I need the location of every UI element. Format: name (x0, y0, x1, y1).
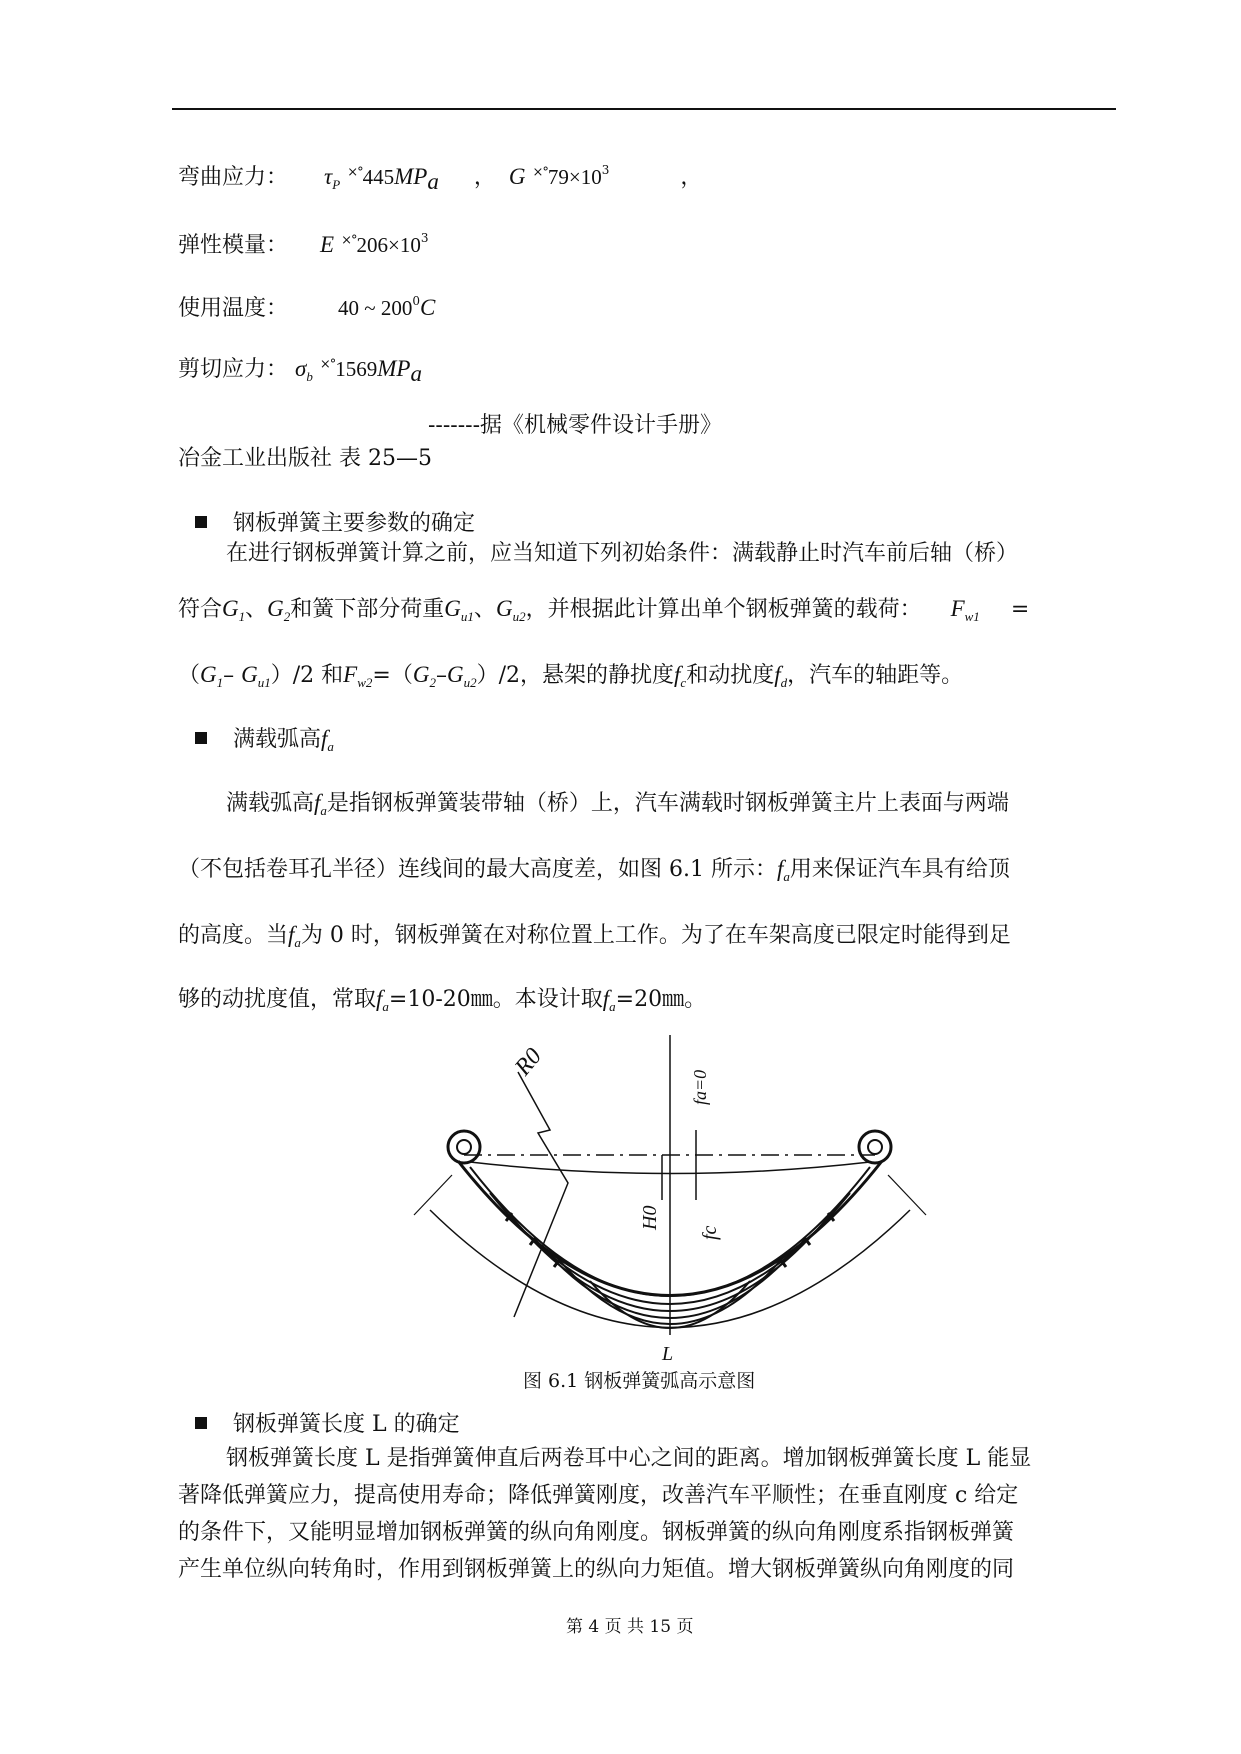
right-eye-hole (868, 1140, 882, 1154)
fa-symbol: $f_a$ (376, 986, 389, 1014)
fa-symbol: $f_a$ (776, 856, 790, 884)
radius-label: R0 (510, 1043, 548, 1081)
text-run: （ (178, 663, 201, 688)
e-value: 206×10 (356, 233, 421, 257)
shear-stress-label: 剪切应力： (178, 357, 289, 382)
length-label: L (662, 1343, 674, 1365)
approx-icon: ×° (532, 165, 548, 180)
section1-line-1: 在进行钢板弹簧计算之前，应当知道下列初始条件：满载静止时汽车前后轴（桥） (226, 541, 1019, 566)
fa-symbol: $f_a$ (314, 790, 327, 818)
text-run: – (435, 663, 447, 688)
elastic-modulus-label: 弹性模量： (178, 233, 289, 258)
e-symbol: E (320, 232, 335, 257)
section1-line-3 (178, 658, 963, 691)
text-run: 符合 (178, 597, 223, 622)
text-run: 、 (245, 597, 268, 622)
text-run: =10-20㎜。本设计取 (388, 987, 603, 1012)
text-run: （不包括卷耳孔半径）连线间的最大高度差，如图 6.1 所示： (178, 857, 777, 882)
sigma-symbol: $\sigma_b$ (295, 356, 313, 384)
g-exp: 3 (601, 163, 610, 177)
temp-exp: 0 (412, 294, 421, 308)
e-exp: 3 (420, 231, 429, 245)
text-run: 是指钢板弹簧装带轴（桥）上，汽车满载时钢板弹簧主片上表面与两端 (326, 791, 1009, 816)
right-eye-icon (859, 1131, 891, 1163)
header-rule (172, 108, 1116, 110)
section2-line-3 (178, 918, 1011, 951)
temp-value: 40 ~ 200 (338, 296, 413, 320)
shear-stress-line (178, 352, 422, 387)
square-bullet-icon (195, 732, 207, 744)
square-bullet-icon (195, 516, 207, 528)
section2-line-1 (226, 786, 1009, 819)
section3-line-2: 著降低弹簧应力，提高使用寿命；降低弹簧刚度，改善汽车平顺性；在垂直刚度 c 给定 (178, 1483, 1019, 1508)
text-run: 为 0 时，钢板弹簧在对称位置上工作。为了在车架高度已限定时能得到足 (300, 923, 1011, 948)
g-symbol: G (508, 164, 526, 189)
left-eye-hole (457, 1140, 471, 1154)
section3-line-4: 产生单位纵向转角时，作用到钢板弹簧上的纵向力矩值。增大钢板弹簧纵向角刚度的同 (178, 1557, 1015, 1582)
text-run: ，并根据此计算出单个钢板弹簧的载荷： (525, 597, 922, 622)
approx-icon: ×° (347, 165, 363, 180)
section-heading-text: 满载弧高 (233, 727, 322, 752)
h0-label: H0 (639, 1205, 661, 1230)
section1-line-2 (178, 592, 1029, 625)
length-extension-left (414, 1175, 452, 1215)
gu1-symbol: $G_{u1}$ (241, 662, 271, 690)
fw2-symbol: $F_{w2}$ (343, 662, 373, 690)
text-run: =（ (372, 663, 413, 688)
text-run: 满载弧高 (226, 791, 315, 816)
section-heading-text: 钢板弹簧主要参数的确定 (233, 511, 476, 536)
section-heading-length (195, 1407, 460, 1438)
sigma-unit-sub: a (410, 361, 422, 386)
g1-symbol: $G_1$ (200, 662, 224, 690)
fa-symbol: $f_a$ (321, 726, 334, 754)
tau-symbol: $\tau_P$ (324, 164, 341, 192)
text-run: = (1010, 597, 1030, 622)
gu2-symbol: $G_{u2}$ (446, 662, 477, 690)
fa-label: fa=0 (690, 1069, 710, 1105)
text-run: 够的动扰度值，常取 (178, 987, 377, 1012)
approx-icon: ×° (319, 357, 336, 372)
page-footer: 第 4 页 共 15 页 (566, 1617, 694, 1637)
fw1-symbol: $F_{w1}$ (950, 596, 980, 624)
gu1-symbol: $G_{u1}$ (444, 596, 474, 624)
source-line-1: -------据《机械零件设计手册》 (428, 413, 723, 438)
fc-symbol: $f_c$ (674, 662, 687, 690)
text-run: 用来保证汽车具有给顶 (789, 857, 1010, 882)
section-heading-text: 钢板弹簧长度 L 的确定 (233, 1412, 460, 1437)
text-run: – (223, 663, 235, 688)
text-run: 的高度。当 (178, 923, 289, 948)
section-heading-arc-height (195, 722, 334, 755)
sigma-value: 1569 (335, 357, 378, 381)
text-run: ）/2 和 (270, 663, 344, 688)
left-eye-icon (448, 1131, 480, 1163)
tau-unit-sub: a (427, 169, 439, 194)
sigma-unit: MP (377, 356, 411, 381)
section-heading-parameters (195, 506, 475, 537)
g2-symbol: $G_2$ (412, 662, 436, 690)
bending-stress-label: 弯曲应力： (178, 165, 289, 190)
length-extension-right (888, 1175, 926, 1215)
tau-unit: MP (394, 164, 428, 189)
text-run: 和簧下部分荷重 (290, 597, 445, 622)
source-line-2: 冶金工业出版社 表 25—5 (178, 446, 432, 471)
fc-label: fc (699, 1225, 721, 1240)
fa-symbol: $f_a$ (602, 986, 616, 1014)
text-run: ）/2，悬架的静扰度 (476, 663, 675, 688)
comma-2: ， (680, 165, 703, 190)
text-run: 和动扰度 (686, 663, 775, 688)
text-run: =20㎜。 (615, 987, 707, 1012)
figure-caption: 图 6.1 钢板弹簧弧高示意图 (523, 1370, 756, 1392)
g-value: 79×10 (547, 165, 602, 189)
section3-line-3: 的条件下，又能明显增加钢板弹簧的纵向角刚度。钢板弹簧的纵向角刚度系指钢板弹簧 (178, 1520, 1015, 1545)
elastic-modulus-line (178, 228, 428, 259)
section3-line-1: 钢板弹簧长度 L 是指弹簧伸直后两卷耳中心之间的距离。增加钢板弹簧长度 L 能显 (226, 1446, 1032, 1471)
approx-icon: ×° (341, 233, 357, 248)
g1-symbol: $G_1$ (222, 596, 246, 624)
fa-symbol: $f_a$ (288, 922, 301, 950)
temperature-line (178, 291, 435, 322)
g2-symbol: $G_2$ (267, 596, 291, 624)
fd-symbol: $f_d$ (774, 662, 788, 690)
section2-line-2 (178, 852, 1010, 885)
square-bullet-icon (195, 1417, 207, 1429)
leaf-spring-diagram (400, 1035, 940, 1365)
text-run: ，汽车的轴距等。 (787, 663, 964, 688)
bending-stress-line (178, 160, 702, 195)
text-run: 、 (473, 597, 496, 622)
temperature-label: 使用温度： (178, 296, 289, 321)
comma-1: ， (473, 165, 496, 190)
tau-value: 445 (362, 165, 395, 189)
gu2-symbol: $G_{u2}$ (495, 596, 526, 624)
section2-line-4 (178, 982, 706, 1015)
temp-unit: C (420, 295, 436, 320)
radius-line (514, 1072, 568, 1317)
